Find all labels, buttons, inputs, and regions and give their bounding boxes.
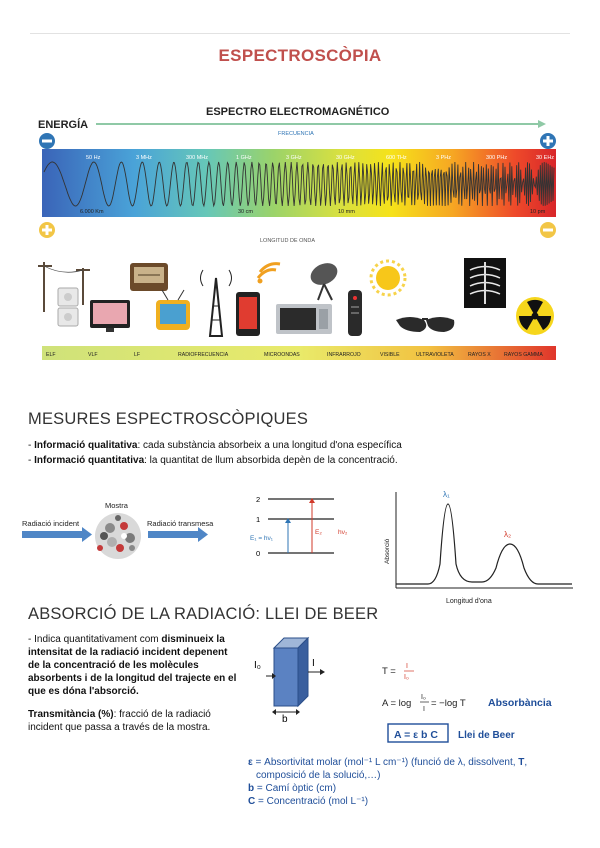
eps-text: = Absortivitat molar (mol⁻¹ L cm⁻¹) (funció de λ, dissolvent, <box>252 757 519 768</box>
level-label: 0 <box>256 549 261 558</box>
e2-label: E₂ <box>315 529 322 536</box>
absorbance-label: Absorbància <box>488 697 552 709</box>
a-rhs: = −log T <box>431 698 466 709</box>
e1-label: E₁ = hν₁ <box>250 535 273 542</box>
band-label: ULTRAVIOLETA <box>416 352 454 358</box>
yaxis-label: Absorció <box>384 538 391 564</box>
frequency-tick-label: 3 GHz <box>286 155 302 161</box>
bullet-label: Informació quantitativa <box>34 455 145 466</box>
peak1-label: λ₁ <box>443 490 450 499</box>
definition-epsilon-cont: composició de la solució,…) <box>256 770 381 781</box>
definition-epsilon <box>248 756 588 769</box>
divider <box>30 33 570 34</box>
b-label: b <box>282 714 288 722</box>
sunglasses-icon <box>396 317 454 332</box>
transmittance-definition: : fracció de la radiació incident que passa a través de la mostra. <box>28 709 211 733</box>
transmitted-arrow <box>148 527 208 542</box>
bullet-quantitative: - Informació quantitativa: la quantitat de llum absorbida depèn de la concentració. <box>28 455 398 466</box>
smartphone-icon <box>236 292 260 336</box>
bullet-qualitative: - Informació qualitativa: cada substància absorbeix a una longitud d'ona específica <box>28 440 402 451</box>
variable-definitions <box>248 756 588 808</box>
minus-icon-bar <box>543 229 553 232</box>
level-label: 2 <box>256 495 261 504</box>
bullet-text: : la quantitat de llum absorbida depèn de la concentració. <box>144 455 398 466</box>
beer-law-label: Llei de Beer <box>458 730 515 741</box>
incident-arrow <box>22 527 92 542</box>
electromagnetic-spectrum-figure <box>38 100 560 368</box>
beer-law-equations <box>382 652 592 752</box>
a-lhs: A = log <box>382 698 412 709</box>
i-label: I <box>312 658 315 669</box>
band-label: ELF <box>46 352 56 358</box>
frequency-tick-label: 30 GHz <box>336 155 355 161</box>
level-label: 1 <box>256 515 261 524</box>
wavelength-tick-label: 30 cm <box>238 209 253 215</box>
cuvette-diagram <box>252 636 332 722</box>
absorbance-spectrum-diagram <box>378 484 578 610</box>
frequency-label: FRECUENCIA <box>278 131 314 137</box>
satellite-dish-icon <box>307 259 341 300</box>
frequency-tick-label: 600 THz <box>386 155 407 161</box>
frequency-tick-label: 300 MHz <box>186 155 209 161</box>
frequency-tick-label: 3 PHz <box>436 155 451 161</box>
band-label: LF <box>134 352 141 358</box>
xray-icon <box>464 258 506 308</box>
molecule-sample-icon <box>95 513 141 559</box>
t-lhs: T = <box>382 666 396 677</box>
t-denominator: I₀ <box>404 674 409 681</box>
b-symbol: b <box>248 783 255 794</box>
energy-label: ENERGÍA <box>38 119 89 131</box>
minus-icon-bar <box>42 140 52 143</box>
t-numerator: I <box>406 663 408 670</box>
transmitted-label: Radiació transmesa <box>147 519 214 528</box>
wavelength-tick-label: 10 pm <box>530 209 546 215</box>
c-text: = Concentració (mol L⁻¹) <box>255 796 369 807</box>
radiation-icon <box>516 297 554 335</box>
frequency-tick-label: 30 EHz <box>536 155 555 161</box>
frequency-tick-label: 300 PHz <box>486 155 508 161</box>
tv-icon <box>156 290 190 330</box>
energy-levels-diagram <box>250 486 360 566</box>
absorbance-curve <box>396 504 572 584</box>
energy-arrow-head <box>538 120 546 128</box>
wavelength-tick-label: 10 mm <box>338 209 355 215</box>
band-label: INFRARROJO <box>327 352 361 358</box>
transmittance-term: Transmitància (%) <box>28 709 114 720</box>
bullet-text: : cada substància absorbeix a una longitud d'ona específica <box>137 440 402 451</box>
eps-t: T <box>518 757 525 768</box>
sample-label: Mostra <box>105 501 128 510</box>
tv-icon <box>90 300 130 332</box>
xaxis-label: Longitud d'ona <box>446 598 492 605</box>
remote-control-icon <box>348 290 362 336</box>
bullet-label: Informació qualitativa <box>34 440 138 451</box>
para-bold: disminueix la intensitat de la radiació incident depenent de la concentració de les molècules absorbents i de la longitud del trajecte en el que es dóna l'absorció. <box>28 634 237 697</box>
band-label: RAYOS GAMMA <box>504 352 543 358</box>
band-label: RADIOFRECUENCIA <box>178 352 229 358</box>
socket-icon <box>58 288 78 326</box>
definition-c <box>248 795 588 808</box>
frequency-tick-label: 3 MHz <box>136 155 152 161</box>
spectrum-title: ESPECTRO ELECTROMAGNÉTICO <box>206 106 390 118</box>
definition-b <box>248 782 588 795</box>
i0-label: I₀ <box>254 660 261 671</box>
antenna-tower-icon <box>201 270 232 336</box>
band-label: VISIBLE <box>380 352 400 358</box>
para-prefix: - Indica quantitativament com <box>28 634 162 645</box>
page-title: ESPECTROSCÒPIA <box>218 46 382 65</box>
peak2-label: λ₂ <box>504 530 512 539</box>
frequency-tick-label: 50 Hz <box>86 155 101 161</box>
hv2-label: hν₂ <box>338 529 348 536</box>
band-label: MICROONDAS <box>264 352 300 358</box>
plus-icon-bar-v <box>547 136 550 146</box>
sample-radiation-diagram <box>20 490 230 570</box>
band-label: RAYOS X <box>468 352 491 358</box>
section-heading-measurements: MESURES ESPECTROSCÒPIQUES <box>28 410 309 428</box>
a-numerator: I₀ <box>421 694 426 701</box>
wavelength-label: LONGITUD DE ONDA <box>260 238 316 244</box>
wifi-icon <box>258 264 281 284</box>
microwave-oven-icon <box>276 304 332 334</box>
a-denominator: I <box>423 706 425 713</box>
beer-law-formula: A = ε b C <box>394 729 438 741</box>
b-text: = Camí òptic (cm) <box>254 783 337 794</box>
eps-end: , <box>524 757 528 768</box>
radio-icon <box>130 263 168 291</box>
incident-label: Radiació incident <box>22 519 80 528</box>
eps-symbol: ε <box>248 757 253 768</box>
sun-icon <box>371 261 405 295</box>
frequency-tick-label: 1 GHz <box>236 155 252 161</box>
plus-icon-bar-v <box>46 225 49 235</box>
wavelength-tick-label: 6.000 Km <box>80 209 104 215</box>
c-symbol: C <box>248 796 256 807</box>
beer-law-description <box>28 633 238 744</box>
section-heading-beer-law: ABSORCIÓ DE LA RADIACIÓ: LLEI DE BEER <box>28 605 379 623</box>
band-label: VLF <box>88 352 98 358</box>
